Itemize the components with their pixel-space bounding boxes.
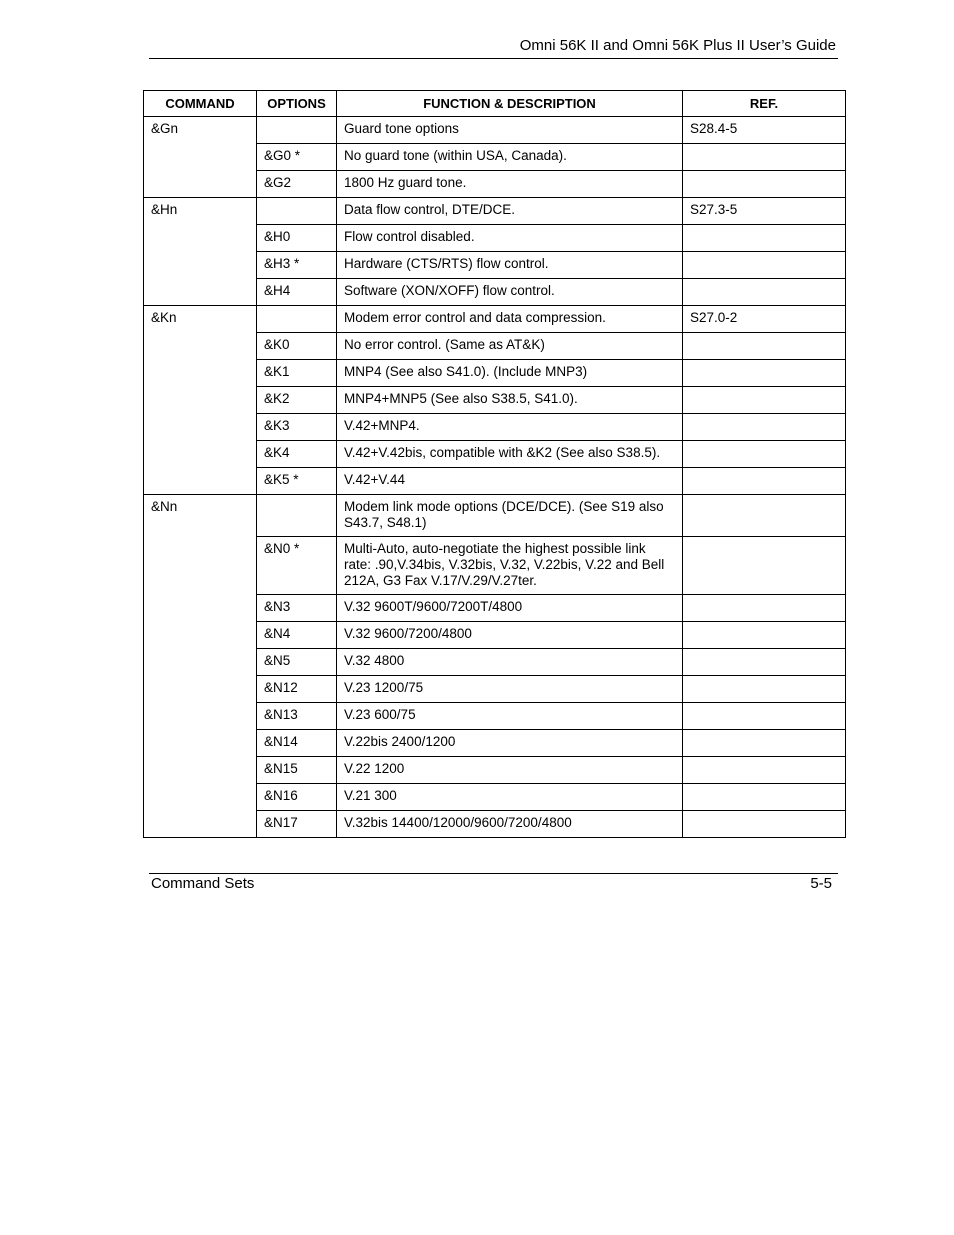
ref-cell: [683, 225, 846, 252]
option-cell: &K2: [257, 387, 337, 414]
description-cell: Modem link mode options (DCE/DCE). (See S19 also S43.7, S48.1): [337, 495, 683, 537]
option-cell: &K1: [257, 360, 337, 387]
option-cell: &H0: [257, 225, 337, 252]
footer-page-number: 5-5: [810, 875, 832, 892]
description-cell: V.22 1200: [337, 757, 683, 784]
command-table: [143, 90, 846, 838]
ref-cell: S27.0-2: [683, 306, 846, 333]
ref-cell: [683, 360, 846, 387]
ref-cell: [683, 784, 846, 811]
column-header-function: FUNCTION & DESCRIPTION: [337, 91, 683, 117]
option-cell: &N0 *: [257, 537, 337, 595]
option-cell: [257, 117, 337, 144]
ref-cell: [683, 279, 846, 306]
ref-cell: [683, 414, 846, 441]
ref-cell: [683, 333, 846, 360]
ref-cell: [683, 441, 846, 468]
option-cell: &K5 *: [257, 468, 337, 495]
table-row: [144, 495, 846, 537]
running-header: Omni 56K II and Omni 56K Plus II User’s Guide: [519, 37, 836, 54]
header-divider: [149, 58, 838, 59]
option-cell: &H4: [257, 279, 337, 306]
description-cell: V.22bis 2400/1200: [337, 730, 683, 757]
description-cell: Modem error control and data compression.: [337, 306, 683, 333]
option-cell: &K0: [257, 333, 337, 360]
option-cell: &N15: [257, 757, 337, 784]
description-cell: No guard tone (within USA, Canada).: [337, 144, 683, 171]
option-cell: [257, 198, 337, 225]
option-cell: &N17: [257, 811, 337, 838]
command-cell: &Hn: [144, 198, 257, 306]
option-cell: &N14: [257, 730, 337, 757]
description-cell: V.32 9600T/9600/7200T/4800: [337, 595, 683, 622]
ref-cell: [683, 537, 846, 595]
description-cell: V.32 9600/7200/4800: [337, 622, 683, 649]
description-cell: No error control. (Same as AT&K): [337, 333, 683, 360]
table-body: [144, 117, 846, 838]
description-cell: V.21 300: [337, 784, 683, 811]
command-cell: &Nn: [144, 495, 257, 838]
option-cell: &H3 *: [257, 252, 337, 279]
description-cell: Multi-Auto, auto-negotiate the highest possible link rate: .90,V.34bis, V.32bis, V.32, V.22bis, V.22 and Bell 212A, G3 Fax V.17/V.29/V.27ter.: [337, 537, 683, 595]
description-cell: Guard tone options: [337, 117, 683, 144]
description-cell: MNP4+MNP5 (See also S38.5, S41.0).: [337, 387, 683, 414]
command-cell: &Gn: [144, 117, 257, 198]
column-header-command: COMMAND: [144, 91, 257, 117]
table-row: [144, 198, 846, 225]
ref-cell: S27.3-5: [683, 198, 846, 225]
ref-cell: [683, 495, 846, 537]
footer-section-title: Command Sets: [151, 875, 255, 892]
option-cell: &K4: [257, 441, 337, 468]
option-cell: &G2: [257, 171, 337, 198]
table-row: [144, 117, 846, 144]
option-cell: &N12: [257, 676, 337, 703]
ref-cell: [683, 730, 846, 757]
description-cell: V.42+V.42bis, compatible with &K2 (See also S38.5).: [337, 441, 683, 468]
description-cell: Software (XON/XOFF) flow control.: [337, 279, 683, 306]
ref-cell: [683, 595, 846, 622]
ref-cell: [683, 252, 846, 279]
command-cell: &Kn: [144, 306, 257, 495]
ref-cell: [683, 171, 846, 198]
ref-cell: [683, 649, 846, 676]
ref-cell: [683, 468, 846, 495]
option-cell: &N4: [257, 622, 337, 649]
ref-cell: [683, 703, 846, 730]
description-cell: V.23 1200/75: [337, 676, 683, 703]
table-header-row: [144, 91, 846, 117]
option-cell: &N5: [257, 649, 337, 676]
description-cell: V.32 4800: [337, 649, 683, 676]
description-cell: 1800 Hz guard tone.: [337, 171, 683, 198]
column-header-options: OPTIONS: [257, 91, 337, 117]
description-cell: Flow control disabled.: [337, 225, 683, 252]
ref-cell: [683, 387, 846, 414]
column-header-ref: REF.: [683, 91, 846, 117]
ref-cell: [683, 622, 846, 649]
table-row: [144, 306, 846, 333]
ref-cell: [683, 144, 846, 171]
ref-cell: S28.4-5: [683, 117, 846, 144]
ref-cell: [683, 811, 846, 838]
option-cell: &N13: [257, 703, 337, 730]
option-cell: &G0 *: [257, 144, 337, 171]
description-cell: V.23 600/75: [337, 703, 683, 730]
ref-cell: [683, 676, 846, 703]
option-cell: &N3: [257, 595, 337, 622]
footer-divider: [149, 873, 838, 874]
description-cell: V.42+V.44: [337, 468, 683, 495]
description-cell: V.42+MNP4.: [337, 414, 683, 441]
ref-cell: [683, 757, 846, 784]
description-cell: Data flow control, DTE/DCE.: [337, 198, 683, 225]
description-cell: MNP4 (See also S41.0). (Include MNP3): [337, 360, 683, 387]
description-cell: V.32bis 14400/12000/9600/7200/4800: [337, 811, 683, 838]
description-cell: Hardware (CTS/RTS) flow control.: [337, 252, 683, 279]
option-cell: &K3: [257, 414, 337, 441]
option-cell: [257, 495, 337, 537]
option-cell: [257, 306, 337, 333]
option-cell: &N16: [257, 784, 337, 811]
